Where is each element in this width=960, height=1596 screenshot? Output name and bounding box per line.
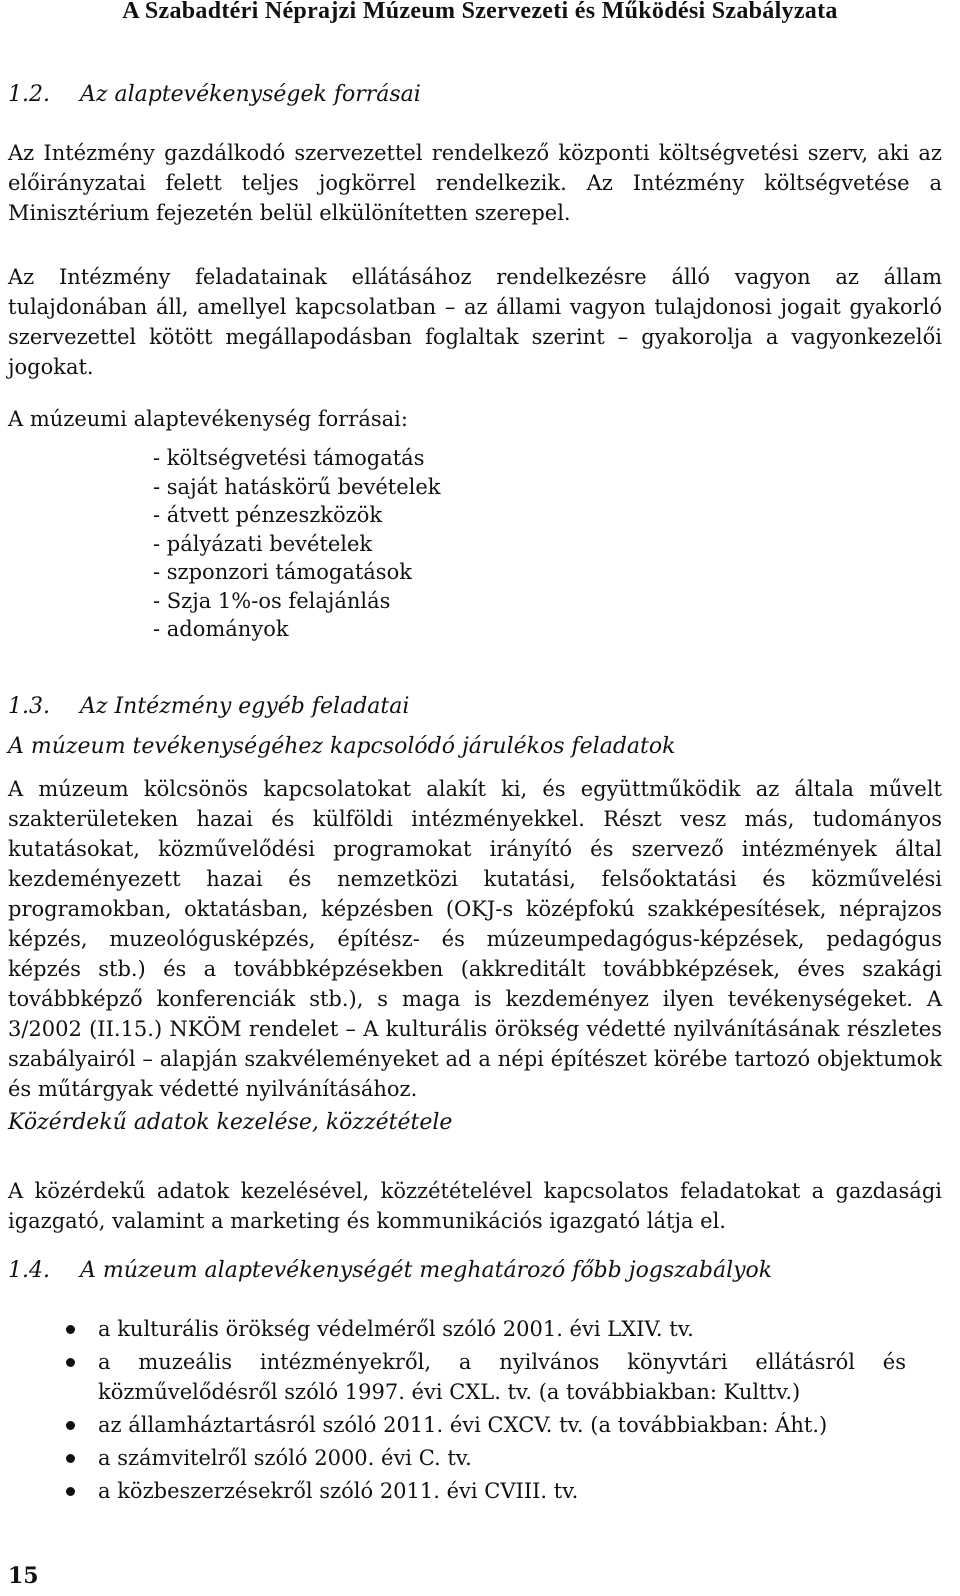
list-item-text: a muzeális intézményekről, a nyilvános könyvtári ellátásról és közművelődésről szóló 1997. évi CXL. tv. (a továbbiakban: Kulttv.) [98,1350,906,1404]
section-title: A múzeum alaptevékenységét meghatározó főbb jogszabályok [80,1258,773,1283]
bullet-icon [66,1325,75,1334]
sources-list [153,444,441,644]
section-1-3-heading [8,694,409,719]
page-number: 15 [8,1563,39,1589]
list-item: - adományok [153,617,289,641]
section-number: 1.2. [8,82,50,107]
section-1-2-heading [8,82,421,107]
subsection-title: A múzeum tevékenységéhez kapcsolódó járulékos feladatok [8,734,676,759]
paragraph: A múzeum kölcsönös kapcsolatokat alakít ki, és együttműködik az általa művelt szakterületeken hazai és külföldi intézményekkel. Részt vesz más, tudományos kutatásokat, közművelődési programokat irányító és szervező intézmények által kezdeményezett hazai és nemzetközi kutatási, felsőoktatási és közművelési programokban, oktatásban, képzésben (OKJ-s középfokú szakképesítések, néprajzos képzés, muzeológusképzés, építész- és múzeumpedagógus-képzések, pedagógus képzés stb.) és a továbbképzésekben (akkreditált továbbképzések, éves szakági továbbképző konferenciák stb.), s maga is kezdeményez ilyen tevékenységeket. A 3/2002 (II.15.) NKÖM rendelet – A kulturális örökség védetté nyilvánításának részletes szabályairól – alapján szakvéleményeket ad a népi építészet körébe tartozó objektumok és műtárgyak védetté nyilvánításához. [8,777,942,1101]
subsection-title: Közérdekű adatok kezelése, közzététele [8,1110,453,1135]
list-item: - szponzori támogatások [153,560,412,584]
list-item: - költségvetési támogatás [153,446,425,470]
section-number: 1.3. [8,694,50,719]
list-item: - pályázati bevételek [153,531,373,556]
page-header: A Szabadtéri Néprajzi Múzeum Szervezeti és Működési Szabályzata [122,0,838,24]
list-item-text: az államháztartásról szóló 2011. évi CXCV. tv. (a továbbiakban: Áht.) [98,1413,828,1437]
section-1-4-heading [8,1258,772,1283]
laws-list [66,1314,906,1509]
paragraph: A közérdekű adatok kezelésével, közzétételével kapcsolatos feladatokat a gazdasági igazgató, valamint a marketing és kommunikációs igazgató látja el. [8,1179,942,1233]
list-item: - Szja 1%-os felajánlás [153,588,391,613]
list-item [66,1476,906,1506]
list-item: - saját hatáskörű bevételek [153,474,441,499]
bullet-icon [66,1421,75,1430]
list-item: - átvett pénzeszközök [153,503,383,527]
section-title: Az Intézmény egyéb feladatai [80,694,410,719]
list-item [66,1314,906,1344]
section-title: Az alaptevékenységek forrásai [80,82,421,107]
list-item [66,1410,906,1440]
list-item-text: a közbeszerzésekről szóló 2011. évi CVIII. tv. [98,1479,579,1503]
bullet-icon [66,1487,75,1496]
list-item [66,1347,906,1407]
bullet-icon [66,1454,75,1463]
list-item [66,1443,906,1473]
paragraph: Az Intézmény feladatainak ellátásához rendelkezésre álló vagyon az állam tulajdonában áll, amellyel kapcsolatban – az állami vagyon tulajdonosi jogait gyakorló szervezettel kötött megállapodásban foglaltak szerint – gyakorolja a vagyonkezelői jogokat. [8,265,942,379]
bullet-icon [66,1358,75,1367]
list-item-text: a számvitelről szóló 2000. évi C. tv. [98,1446,472,1470]
paragraph: Az Intézmény gazdálkodó szervezettel rendelkező központi költségvetési szerv, aki az előirányzatai felett teljes jogkörrel rendelkezik. Az Intézmény költségvetése a Minisztérium fejezetén belül elkülönítetten szerepel. [8,141,942,225]
sources-intro: A múzeumi alaptevékenység forrásai: [8,407,408,431]
section-number: 1.4. [8,1258,50,1283]
list-item-text: a kulturális örökség védelméről szóló 2001. évi LXIV. tv. [98,1317,694,1341]
